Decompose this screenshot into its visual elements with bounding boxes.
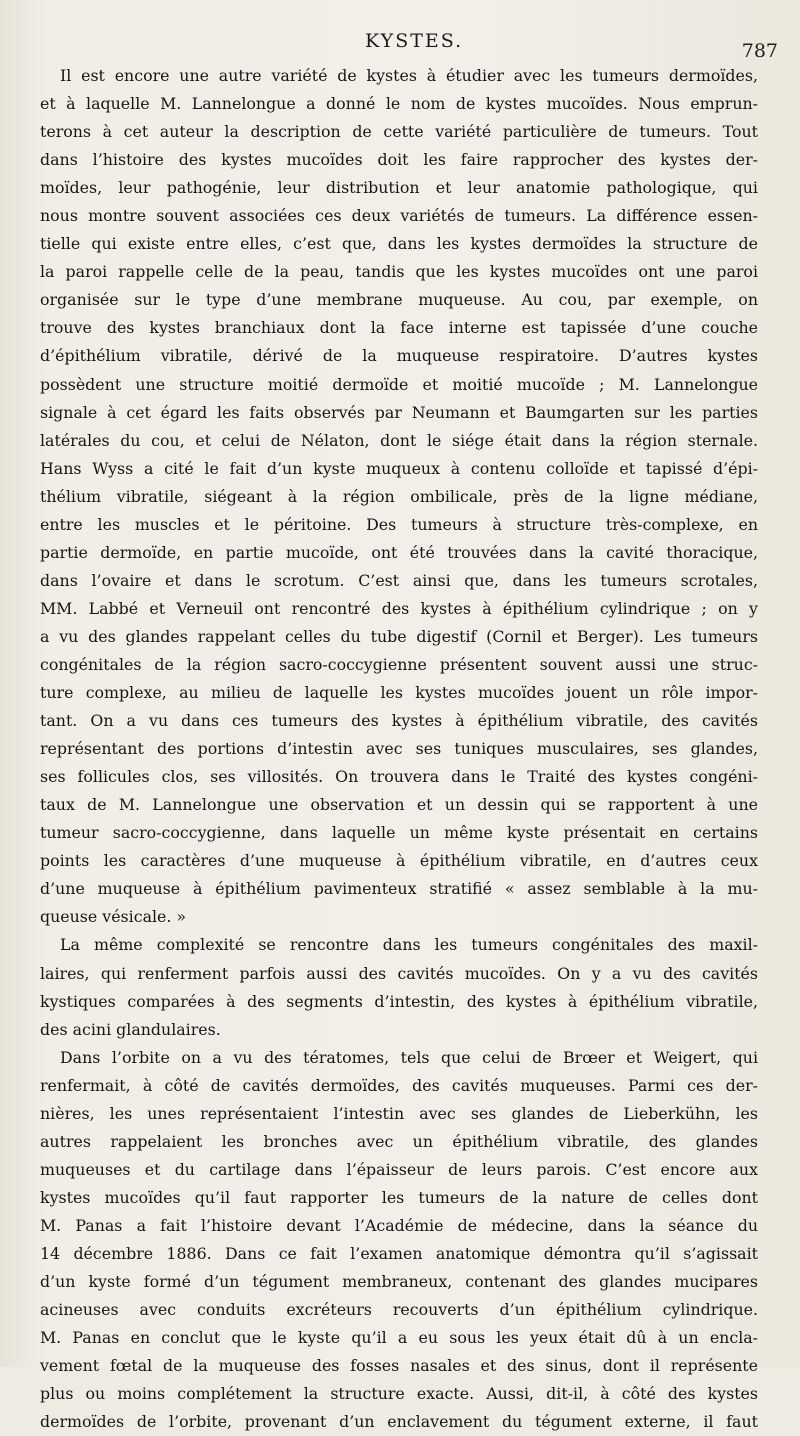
text-line: d’une muqueuse à épithélium pavimenteux stratifié « assez semblable à la mu- — [40, 879, 758, 899]
text-line: Hans Wyss a cité le fait d’un kyste muqueux à contenu colloïde et tapissé d’épi- — [40, 458, 758, 478]
text-line: dans l’histoire des kystes mucoïdes doit les faire rapprocher des kystes der- — [40, 150, 758, 170]
text-line: terons à cet auteur la description de cette variété particulière de tumeurs. Tout — [40, 122, 758, 142]
text-line: plus ou moins complétement la structure exacte. Aussi, dit-il, à côté des kystes — [40, 1384, 758, 1404]
text-line: 14 décembre 1886. Dans ce fait l’examen anatomique démontra qu’il s’agissait — [40, 1243, 758, 1263]
text-line: tumeur sacro-coccygienne, dans laquelle un même kyste présentait en certains — [40, 823, 758, 843]
text-line: trouve des kystes branchiaux dont la face interne est tapissée d’une couche — [40, 318, 758, 338]
text-line: entre les muscles et le péritoine. Des tumeurs à structure très-complexe, en — [40, 514, 758, 534]
text-line: M. Panas a fait l’histoire devant l’Académie de médecine, dans la séance du — [40, 1215, 758, 1235]
text-line: d’épithélium vibratile, dérivé de la muqueuse respiratoire. D’autres kystes — [40, 346, 758, 366]
text-line: vement fœtal de la muqueuse des fosses nasales et des sinus, dont il représente — [40, 1356, 758, 1376]
text-line: tielle qui existe entre elles, c’est que, dans les kystes dermoïdes la structure de — [40, 234, 758, 254]
text-line: dans l’ovaire et dans le scrotum. C’est ainsi que, dans les tumeurs scrotales, — [40, 570, 758, 590]
page-number: 787 — [741, 40, 778, 62]
text-line: tant. On a vu dans ces tumeurs des kystes à épithélium vibratile, des cavités — [40, 711, 758, 731]
text-line: et à laquelle M. Lannelongue a donné le nom de kystes mucoïdes. Nous emprun- — [40, 94, 758, 114]
text-line: organisée sur le type d’une membrane muqueuse. Au cou, par exemple, on — [40, 290, 758, 310]
text-line: représentant des portions d’intestin avec ses tuniques musculaires, ses glandes, — [40, 739, 758, 759]
text-line: kystes mucoïdes qu’il faut rapporter les tumeurs de la nature de celles dont — [40, 1187, 758, 1207]
text-line: M. Panas en conclut que le kyste qu’il a eu sous les yeux était dû à un encla- — [40, 1328, 758, 1348]
text-line: possèdent une structure moitié dermoïde et moitié mucoïde ; M. Lannelongue — [40, 374, 758, 394]
body-text — [40, 62, 758, 1436]
text-line: nous montre souvent associées ces deux variétés de tumeurs. La différence essen- — [40, 206, 758, 226]
text-line: laires, qui renferment parfois aussi des cavités mucoïdes. On y a vu des cavités — [40, 963, 758, 983]
text-line: points les caractères d’une muqueuse à épithélium vibratile, en d’autres ceux — [40, 851, 758, 871]
text-line: kystiques comparées à des segments d’intestin, des kystes à épithélium vibratile, — [40, 991, 758, 1011]
text-line: signale à cet égard les faits observés par Neumann et Baumgarten sur les parties — [40, 402, 758, 422]
text-line: La même complexité se rencontre dans les tumeurs congénitales des maxil- — [60, 935, 758, 955]
text-line: thélium vibratile, siégeant à la région ombilicale, près de la ligne médiane, — [40, 486, 758, 506]
text-line: Dans l’orbite on a vu des tératomes, tels que celui de Brœer et Weigert, qui — [60, 1047, 758, 1067]
text-line: d’un kyste formé d’un tégument membraneux, contenant des glandes mucipares — [40, 1272, 758, 1292]
text-line: nières, les unes représentaient l’intestin avec ses glandes de Lieberkühn, les — [40, 1103, 758, 1123]
text-line: la paroi rappelle celle de la peau, tandis que les kystes mucoïdes ont une paroi — [40, 262, 758, 282]
text-line: congénitales de la région sacro-coccygienne présentent souvent aussi une struc- — [40, 654, 758, 674]
text-line: des acini glandulaires. — [40, 1019, 221, 1039]
text-line: taux de M. Lannelongue une observation et un dessin qui se rapportent à une — [40, 795, 758, 815]
text-line: queuse vésicale. » — [40, 907, 187, 927]
text-line: latérales du cou, et celui de Nélaton, dont le siége était dans la région sternale. — [40, 430, 758, 450]
text-line: MM. Labbé et Verneuil ont rencontré des kystes à épithélium cylindrique ; on y — [40, 598, 758, 618]
text-line: Il est encore une autre variété de kystes à étudier avec les tumeurs dermoïdes, — [60, 66, 758, 85]
text-line: ses follicules clos, ses villosités. On trouvera dans le Traité des kystes congéni- — [40, 767, 758, 787]
text-line: moïdes, leur pathogénie, leur distribution et leur anatomie pathologique, qui — [40, 178, 758, 198]
text-line: renfermait, à côté de cavités dermoïdes, des cavités muqueuses. Parmi ces der- — [40, 1075, 758, 1095]
text-line: partie dermoïde, en partie mucoïde, ont été trouvées dans la cavité thoracique, — [40, 542, 758, 562]
text-line: ture complexe, au milieu de laquelle les kystes mucoïdes jouent un rôle impor- — [40, 683, 758, 703]
text-line: acineuses avec conduits excréteurs recouverts d’un épithélium cylindrique. — [40, 1300, 758, 1320]
text-line: muqueuses et du cartilage dans l’épaisseur de leurs parois. C’est encore aux — [40, 1159, 758, 1179]
running-head: KYSTES. — [365, 30, 464, 52]
text-line: a vu des glandes rappelant celles du tube digestif (Cornil et Berger). Les tumeurs — [40, 626, 758, 646]
text-line: dermoïdes de l’orbite, provenant d’un enclavement du tégument externe, il faut — [40, 1412, 758, 1432]
text-line: autres rappelaient les bronches avec un épithélium vibratile, des glandes — [40, 1131, 758, 1151]
